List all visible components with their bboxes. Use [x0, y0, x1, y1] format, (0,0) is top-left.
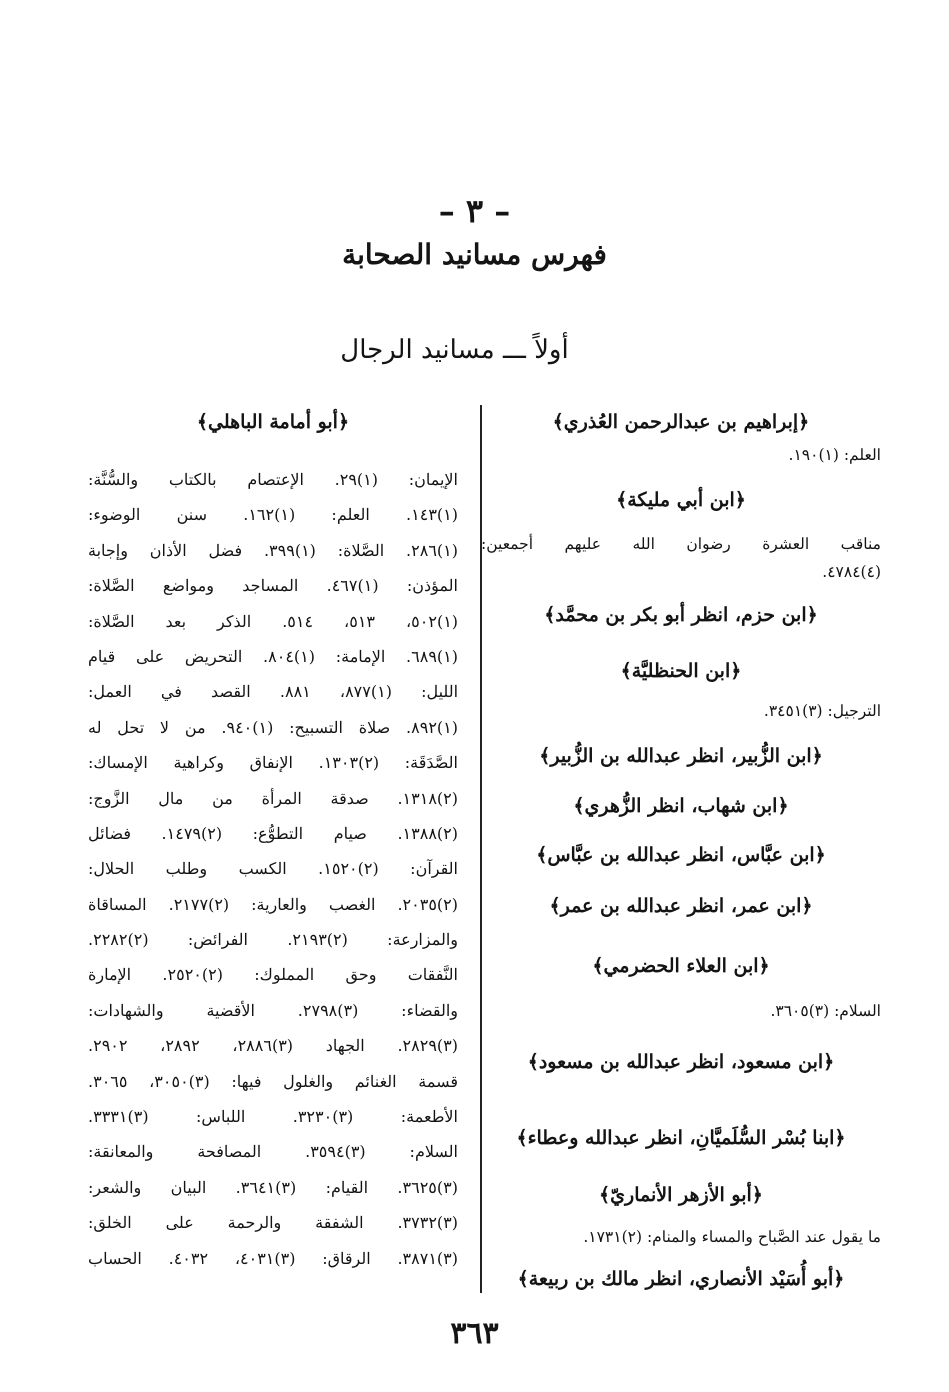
- entry-line: (٣)٣٦٢٥. القيام: (٣)٣٦٤١. البيان والشعر:: [88, 1177, 458, 1197]
- right-column: [481, 400, 881, 1304]
- entry-heading: ﴿ابن شهاب، انظر الزُّهري﴾: [573, 795, 789, 817]
- left-column: [88, 400, 458, 1276]
- entry-line: (١)٦٨٩. الإمامة: (١)٨٠٤. التحريض على قيام: [88, 646, 458, 666]
- entry-line: السلام: (٣)٣٦٠٥.: [770, 1002, 881, 1020]
- entry-ibrahim-udhri: [481, 400, 881, 470]
- entry-ibn-abi-mulayka: [481, 470, 881, 588]
- entry-ibn-abbas: [481, 830, 881, 880]
- entry-line: (٣)٣٨٧١. الرقاق: (٣)٤٠٣١، ٤٠٣٢. الحساب: [88, 1248, 458, 1268]
- section-number: – ٣ –: [438, 192, 511, 230]
- entry-line: (١)٨٩٢. صلاة التسبيح: (١)٩٤٠. من لا تحل له: [88, 717, 458, 737]
- entry-line: (٣)٢٨٢٩. الجهاد (٣)٢٨٨٦، ٢٨٩٢، ٢٩٠٢.: [88, 1036, 458, 1056]
- entry-heading: ﴿ابن عمر، انظر عبدالله بن عمر﴾: [549, 895, 813, 917]
- entry-ibn-masud: [481, 1032, 881, 1112]
- entry-line: والمزارعة: (٢)٢١٩٣. الفرائض: (٢)٢٢٨٢.: [88, 930, 458, 950]
- entry-heading: ﴿ابن عبَّاس، انظر عبدالله بن عبَّاس﴾: [536, 844, 826, 866]
- entry-line: الترجيل: (٣)٣٤٥١.: [763, 702, 881, 720]
- entry-ibn-al-hanzaliyya: [481, 642, 881, 730]
- entry-line: (٢)٢٠٣٥. الغصب والعارية: (٢)٢١٧٧. المساقاة: [88, 894, 458, 914]
- entry-ibn-shihab: [481, 782, 881, 830]
- entry-ibna-busr: [481, 1112, 881, 1164]
- entry-heading-abu-umama: ﴿أبو أمامة الباهلي﴾: [196, 411, 350, 433]
- entry-heading: ﴿ابنا بُسْر السُّلَميَّانِ، انظر عبدالله وعطاء﴾: [516, 1127, 846, 1149]
- entry-ibn-al-ala: [481, 932, 881, 1032]
- entry-line: والقضاء: (٣)٢٧٩٨. الأقضية والشهادات:: [88, 1000, 458, 1020]
- entry-line: قسمة الغنائم والغلول فيها: (٣)٣٠٥٠، ٣٠٦٥.: [88, 1071, 458, 1091]
- entry-line: (١)١٤٣. العلم: (١)١٦٢. سنن الوضوء:: [88, 505, 458, 525]
- entry-heading: ﴿ابن مسعود، انظر عبدالله بن مسعود﴾: [527, 1051, 835, 1073]
- entry-ibn-al-zubayr: [481, 730, 881, 782]
- entry-line: (٤)٤٧٨٤.: [822, 563, 881, 581]
- entry-line: السلام: (٣)٣٥٩٤. المصافحة والمعانقة:: [88, 1142, 458, 1162]
- entry-heading: ﴿أبو أُسَيْد الأنصاري، انظر مالك بن ربيعة﴾: [517, 1268, 845, 1290]
- entry-heading: ﴿ابن الزُّبير، انظر عبدالله بن الزُّبير﴾: [539, 745, 823, 767]
- entry-line: النَّفقات وحق المملوك: (٢)٢٥٢٠. الإمارة: [88, 965, 458, 985]
- entry-heading: ﴿ابن الحنظليَّة﴾: [620, 660, 742, 682]
- entry-line: (٣)٣٧٣٢. الشفقة والرحمة على الخلق:: [88, 1213, 458, 1233]
- entry-line: (٢)١٣٨٨. صيام التطوُّع: (٢)١٤٧٩. فضائل: [88, 823, 458, 843]
- entry-line: العلم: (١)١٩٠.: [788, 446, 881, 464]
- entry-heading: ﴿ابن حزم، انظر أبو بكر بن محمَّد﴾: [544, 604, 818, 626]
- entry-line: (١)٢٨٦. الصَّلاة: (١)٣٩٩. فضل الأذان وإجابة: [88, 540, 458, 560]
- entry-line: ما يقول عند الصَّباح والمساء والمنام: (٢)١٧٣١.: [583, 1228, 881, 1246]
- entry-abu-al-azhar: [481, 1164, 881, 1254]
- index-title: فهرس مسانيد الصحابة: [342, 238, 607, 271]
- entry-ibn-umar: [481, 880, 881, 932]
- entry-line: الإيمان: (١)٢٩. الإعتصام بالكتاب والسُّنَّة:: [88, 470, 458, 489]
- page-number: ٣٦٣: [450, 1316, 499, 1351]
- entry-line: القرآن: (٢)١٥٢٠. الكسب وطلب الحلال:: [88, 859, 458, 879]
- part-title: أولاً ـــ مسانيد الرجال: [340, 335, 569, 365]
- entry-abu-usayd: [481, 1254, 881, 1304]
- entry-line: الصَّدَقَة: (٢)١٣٠٣. الإنفاق وكراهية الإمساك:: [88, 753, 458, 773]
- entry-line: الأطعمة: (٣)٣٢٣٠. اللباس: (٣)٣٣٣١.: [88, 1107, 458, 1127]
- entry-heading: ﴿إبراهيم بن عبدالرحمن العُذري﴾: [552, 411, 810, 433]
- entry-line: الليل: (١)٨٧٧، ٨٨١. القصد في العمل:: [88, 682, 458, 702]
- entry-line: المؤذن: (١)٤٦٧. المساجد ومواضع الصَّلاة:: [88, 576, 458, 596]
- entry-ibn-hazm: [481, 588, 881, 642]
- entry-line: (٢)١٣١٨. صدقة المرأة من مال الزَّوج:: [88, 788, 458, 808]
- entry-heading: ﴿ابن أبي مليكة﴾: [616, 489, 746, 511]
- entry-heading: ﴿أبو الأزهر الأنماريّ﴾: [599, 1184, 763, 1206]
- entry-heading: ﴿ابن العلاء الحضرمي﴾: [592, 955, 770, 977]
- entry-line: (١)٥٠٢، ٥١٣، ٥١٤. الذكر بعد الصَّلاة:: [88, 611, 458, 631]
- entry-line: مناقب العشرة رضوان الله عليهم أجمعين:: [481, 535, 881, 553]
